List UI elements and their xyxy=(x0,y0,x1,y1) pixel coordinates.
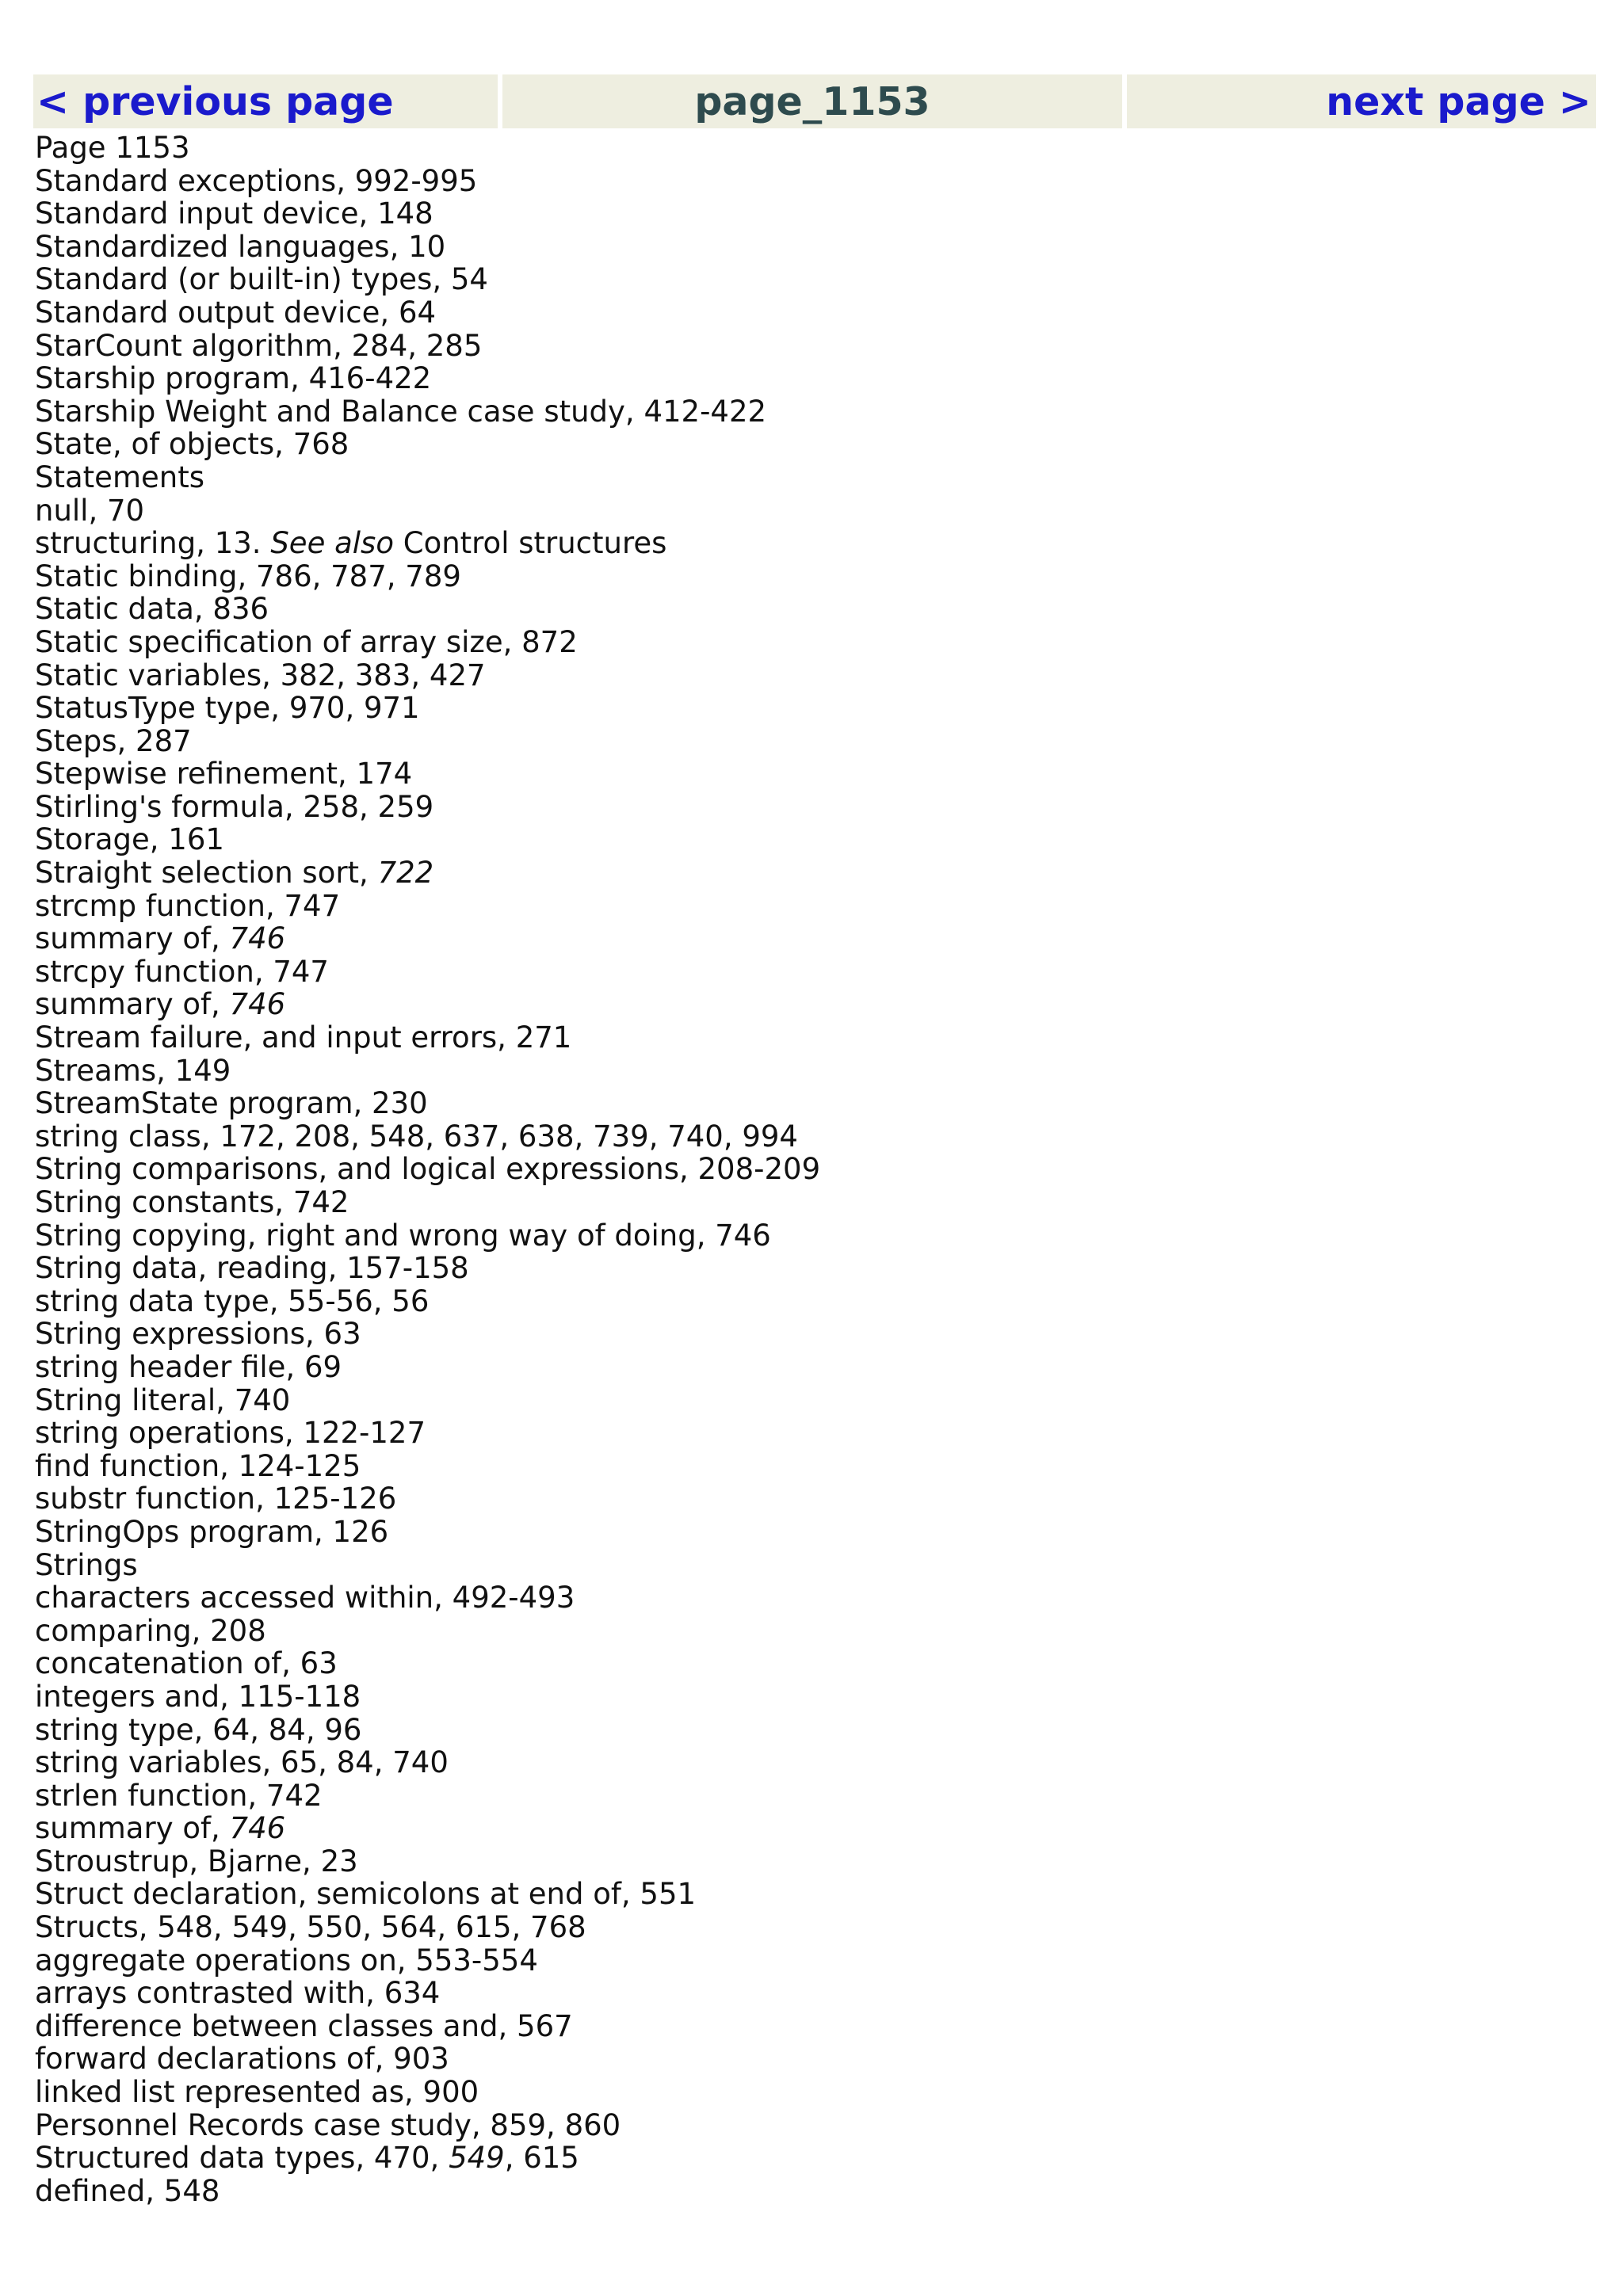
index-entry-text: substr function, 125-126 xyxy=(35,1482,397,1516)
index-entry xyxy=(35,1285,1580,1318)
index-entry xyxy=(35,1516,1580,1549)
index-entry xyxy=(35,1153,1580,1186)
index-entry-text: Starship program, 416-422 xyxy=(35,361,432,396)
index-entry-text: Standard (or built-in) types, 54 xyxy=(35,262,488,297)
index-entry-text: String literal, 740 xyxy=(35,1383,291,1417)
index-entry-text: summary of, xyxy=(35,1811,230,1846)
index-entry xyxy=(35,1186,1580,1219)
index-entry-text: Stepwise refinement, 174 xyxy=(35,757,413,791)
index-entry-text: String constants, 742 xyxy=(35,1185,349,1219)
index-entry-text: Standard exceptions, 992-995 xyxy=(35,163,478,198)
index-entry-text: Standard input device, 148 xyxy=(35,196,433,231)
index-entry-text: find function, 124-125 xyxy=(35,1448,361,1483)
index-entry xyxy=(35,1779,1580,1813)
index-entry-text: StarCount algorithm, 284, 285 xyxy=(35,328,483,363)
index-entry xyxy=(35,1911,1580,1944)
index-entry xyxy=(35,1581,1580,1615)
index-entry-text: string header file, 69 xyxy=(35,1349,342,1384)
index-entry-text: String data, reading, 157-158 xyxy=(35,1251,469,1286)
index-entry xyxy=(35,461,1580,494)
index-entry-italic-text: 746 xyxy=(229,1811,286,1846)
index-entry-text: StatusType type, 970, 971 xyxy=(35,691,420,726)
index-entry-text: Standard output device, 64 xyxy=(35,295,437,330)
index-entry xyxy=(35,856,1580,890)
index-entry xyxy=(35,1549,1580,1582)
index-entry xyxy=(35,2142,1580,2175)
index-entry-text: Storage, 161 xyxy=(35,822,224,857)
index-entry-text: Static specification of array size, 872 xyxy=(35,624,578,659)
index-entry xyxy=(35,1055,1580,1088)
index-entry xyxy=(35,2010,1580,2043)
page-number-label xyxy=(35,132,1580,165)
index-entry-text: summary of, xyxy=(35,921,230,956)
index-entry xyxy=(35,527,1580,560)
index-entry xyxy=(35,823,1580,856)
index-entry xyxy=(35,1384,1580,1417)
index-entry xyxy=(35,560,1580,593)
index-entry-text: String comparisons, and logical expressions, 208-209 xyxy=(35,1152,821,1187)
index-entry-text: comparing, 208 xyxy=(35,1613,266,1648)
index-entry xyxy=(35,2076,1580,2109)
next-page-link[interactable]: next page > xyxy=(1127,74,1596,128)
index-entry xyxy=(35,791,1580,824)
previous-page-link[interactable]: < previous page xyxy=(33,74,498,128)
index-entry-text: Static binding, 786, 787, 789 xyxy=(35,559,461,593)
index-entry-text: string operations, 122-127 xyxy=(35,1416,426,1451)
index-entry-italic-text: 746 xyxy=(229,987,286,1022)
index-entry xyxy=(35,1120,1580,1154)
page-title: page_1153 xyxy=(502,74,1122,128)
index-entry xyxy=(35,988,1580,1021)
index-entry xyxy=(35,1450,1580,1483)
index-entry-text: Starship Weight and Balance case study, 412-422 xyxy=(35,394,767,429)
index-entry-text: Steps, 287 xyxy=(35,723,192,758)
index-entry-text: string data type, 55-56, 56 xyxy=(35,1283,430,1318)
index-entry-text: Statements xyxy=(35,460,204,494)
index-entry-text: forward declarations of, 903 xyxy=(35,2042,449,2077)
index-entry-text: String expressions, 63 xyxy=(35,1317,361,1352)
index-entry xyxy=(35,197,1580,231)
index-entry xyxy=(35,593,1580,626)
index-entry xyxy=(35,428,1580,461)
index-entry xyxy=(35,1845,1580,1878)
index-entry xyxy=(35,330,1580,363)
index-entry-text: State, of objects, 768 xyxy=(35,427,349,462)
index-entry-italic-text: 722 xyxy=(377,856,434,891)
index-entry-text: summary of, xyxy=(35,987,230,1022)
index-entry-list xyxy=(35,132,1580,2207)
index-entry-text: characters accessed within, 492-493 xyxy=(35,1581,575,1615)
index-entry-text: linked list represented as, 900 xyxy=(35,2075,479,2110)
index-entry-text: defined, 548 xyxy=(35,2173,220,2208)
index-entry-text: Stream failure, and input errors, 271 xyxy=(35,1020,572,1055)
index-entry-text: Personnel Records case study, 859, 860 xyxy=(35,2107,621,2142)
index-entry xyxy=(35,955,1580,989)
index-entry-italic-text: 746 xyxy=(229,921,286,956)
index-entry xyxy=(35,1714,1580,1747)
index-entry xyxy=(35,1318,1580,1351)
index-entry-text: concatenation of, 63 xyxy=(35,1646,338,1681)
index-entry-text: arrays contrasted with, 634 xyxy=(35,1976,441,2011)
index-entry xyxy=(35,922,1580,955)
index-entry-text: integers and, 115-118 xyxy=(35,1679,361,1714)
index-entry xyxy=(35,692,1580,725)
index-entry xyxy=(35,890,1580,923)
index-entry xyxy=(35,1878,1580,1911)
index-entry-text: StringOps program, 126 xyxy=(35,1514,389,1549)
index-entry xyxy=(35,2109,1580,2142)
index-entry xyxy=(35,1021,1580,1055)
index-entry-text: string variables, 65, 84, 740 xyxy=(35,1745,449,1780)
index-entry xyxy=(35,757,1580,791)
index-entry-text: Control structures xyxy=(393,526,667,561)
index-entry-text: strlen function, 742 xyxy=(35,1778,323,1813)
index-entry xyxy=(35,1647,1580,1680)
index-entry xyxy=(35,1252,1580,1285)
index-entry-text: Page 1153 xyxy=(35,131,190,165)
index-entry xyxy=(35,1944,1580,1978)
index-entry xyxy=(35,659,1580,692)
index-entry xyxy=(35,395,1580,429)
index-entry xyxy=(35,494,1580,528)
index-entry xyxy=(35,1417,1580,1450)
index-entry-italic-text: 549 xyxy=(449,2141,505,2176)
index-entry-text: null, 70 xyxy=(35,493,145,528)
index-entry xyxy=(35,1219,1580,1253)
index-entry-text: Standardized languages, 10 xyxy=(35,229,446,264)
index-entry-text: Stroustrup, Bjarne, 23 xyxy=(35,1844,358,1878)
index-entry xyxy=(35,1087,1580,1120)
index-entry-text: string type, 64, 84, 96 xyxy=(35,1712,362,1747)
index-entry xyxy=(35,1351,1580,1384)
index-entry xyxy=(35,165,1580,198)
index-entry xyxy=(35,1812,1580,1845)
index-entry-text: structuring, 13. xyxy=(35,526,271,561)
index-entry-italic-text: See also xyxy=(270,526,394,561)
index-entry-text: StreamState program, 230 xyxy=(35,1086,428,1121)
index-entry xyxy=(35,1615,1580,1648)
index-entry-text: Stirling's formula, 258, 259 xyxy=(35,789,434,824)
index-entry-text: Struct declaration, semicolons at end of, 551 xyxy=(35,1877,697,1912)
index-entry xyxy=(35,1680,1580,1714)
page-navigation-bar xyxy=(33,74,1596,128)
index-entry-text: difference between classes and, 567 xyxy=(35,2008,573,2043)
index-entry-text: strcpy function, 747 xyxy=(35,954,329,989)
index-entry xyxy=(35,2042,1580,2076)
index-entry-text: Structured data types, 470, xyxy=(35,2141,449,2176)
index-entry xyxy=(35,231,1580,264)
index-entry-text: strcmp function, 747 xyxy=(35,888,341,923)
index-entry-text: , 615 xyxy=(504,2141,579,2176)
index-entry xyxy=(35,362,1580,395)
index-entry-text: Straight selection sort, xyxy=(35,856,378,891)
index-entry-text: Static variables, 382, 383, 427 xyxy=(35,658,486,692)
index-entry-text: Structs, 548, 549, 550, 564, 615, 768 xyxy=(35,1910,586,1945)
index-entry-text: Streams, 149 xyxy=(35,1053,231,1088)
index-entry xyxy=(35,1977,1580,2010)
index-entry xyxy=(35,626,1580,659)
index-entry-text: String copying, right and wrong way of doing, 746 xyxy=(35,1218,771,1253)
index-entry xyxy=(35,2175,1580,2208)
index-entry xyxy=(35,296,1580,330)
index-entry xyxy=(35,1746,1580,1779)
index-entry xyxy=(35,263,1580,296)
index-entry xyxy=(35,1482,1580,1516)
index-entry-text: string class, 172, 208, 548, 637, 638, 739, 740, 994 xyxy=(35,1119,798,1154)
index-entry-text: aggregate operations on, 553-554 xyxy=(35,1943,538,1978)
index-entry-text: Strings xyxy=(35,1547,138,1582)
index-entry xyxy=(35,725,1580,758)
index-entry-text: Static data, 836 xyxy=(35,592,269,627)
